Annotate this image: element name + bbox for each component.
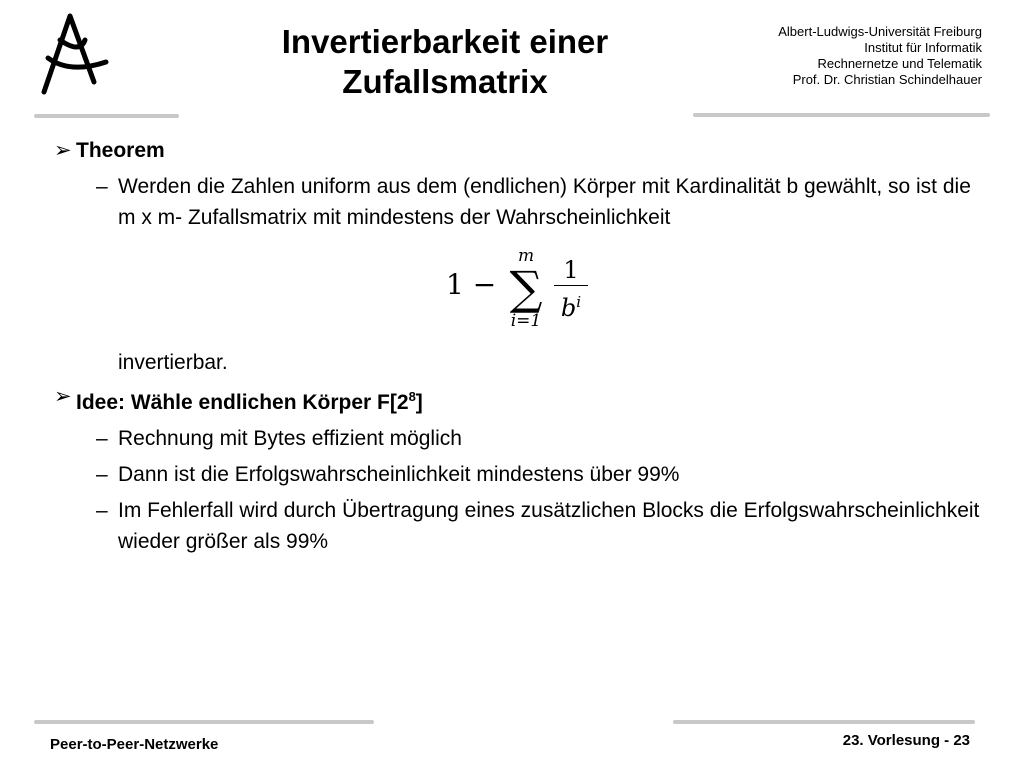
theorem-conclusion: invertierbar. (118, 351, 228, 374)
lecture-page-number: 23. Vorlesung - 23 (842, 732, 970, 749)
footer-rule-left (34, 720, 374, 724)
institution-line: Rechnernetze und Telematik (817, 56, 982, 71)
theorem-heading: ➢ Theorem (54, 136, 994, 166)
sum-upper-limit: m (517, 246, 535, 266)
institution-block (778, 24, 982, 88)
institution-line: Albert-Ludwigs-Universität Freiburg (778, 24, 982, 39)
slide-content (54, 136, 994, 557)
arrow-bullet-icon: ➢ (54, 385, 72, 408)
formula-fraction (554, 255, 588, 324)
arrow-bullet-icon: ➢ (54, 139, 72, 162)
sigma-symbol: ∑ (509, 261, 543, 315)
idea-item: – Rechnung mit Bytes effizient möglich (54, 423, 994, 454)
formula-one-minus: 1 − (446, 268, 497, 301)
institution-line: Institut für Informatik (864, 40, 982, 55)
institution-line: Prof. Dr. Christian Schindelhauer (792, 72, 982, 87)
dash-bullet: – (96, 499, 108, 522)
university-logo-icon (30, 12, 125, 97)
course-name: Peer-to-Peer-Netzwerke (50, 736, 219, 753)
probability-formula (54, 233, 994, 343)
sum-lower-limit: i=1 (510, 311, 542, 331)
idea-heading: ➢ Idee: Wähle endlichen Körper $F[2^8]$ (54, 382, 994, 418)
dash-bullet: – (96, 175, 108, 198)
fraction-numerator: 1 (554, 255, 588, 286)
title-line-2: Zufallsmatrix (342, 63, 548, 100)
title-line-1: Invertierbarkeit einer (281, 23, 609, 60)
formula-sum (504, 247, 548, 331)
idea-item: – Im Fehlerfall wird durch Übertragung eines zusätzlichen Blocks die Erfolgswahrscheinlichkeit wieder größer als 99% (54, 495, 994, 557)
fraction-denominator: $b^i$ (560, 293, 582, 322)
header-rule-left (34, 114, 179, 118)
dash-bullet: – (96, 463, 108, 486)
idea-item: – Dann ist die Erfolgswahrscheinlichkeit mindestens über 99% (54, 459, 994, 490)
slide-title (180, 22, 710, 102)
dash-bullet: – (96, 427, 108, 450)
footer-rule-right (673, 720, 975, 724)
header-rule-right (693, 113, 990, 117)
theorem-statement: – Werden die Zahlen uniform aus dem (endlichen) Körper mit Kardinalität b gewählt, so ist die m x m- Zufallsmatrix mit mindestens der Wahrscheinlichkeit (54, 171, 994, 233)
